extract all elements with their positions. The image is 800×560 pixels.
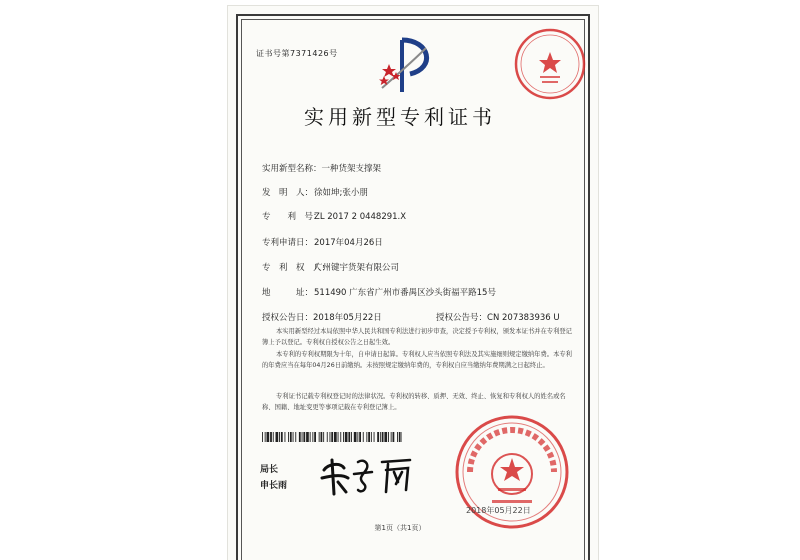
utility-model-name-label: 实用新型名称：: [262, 164, 322, 174]
signatory-title: 局长: [260, 465, 279, 475]
announcement-date-label: 授权公告日：: [262, 313, 314, 323]
announcement-date-row: [262, 311, 382, 323]
inventors-value: 徐如坤;张小朋: [314, 188, 368, 198]
announcement-number-label: 授权公告号：: [436, 313, 488, 323]
address-value: 511490 广东省广州市番禺区沙头街福平路15号: [314, 288, 496, 298]
certificate-number: 证书号第7371426号: [256, 49, 338, 58]
top-seal-stamp: [512, 26, 588, 102]
announcement-number-row: [436, 311, 560, 323]
cnipa-logo: [378, 34, 438, 96]
announcement-number-value: CN 207383936 U: [487, 313, 560, 323]
patent-number-row: [262, 210, 406, 222]
inventors-row: [262, 186, 368, 198]
paragraph-status: 专利证书记载专利权登记时的法律状况。专利权的转移、质押、无效、终止、恢复和专利权人的姓名或名称、国籍、地址变更等事项记载在专利登记簿上。: [262, 393, 566, 411]
page-number: 第1页（共1页）: [374, 524, 426, 532]
patent-number-value: ZL 2017 2 0448291.X: [314, 212, 407, 222]
utility-model-name-row: [262, 162, 381, 174]
patentee-value: 广州键宇货架有限公司: [314, 263, 400, 273]
certificate-title: 实用新型专利证书: [304, 105, 496, 129]
utility-model-name-value: 一种货架支撑架: [321, 164, 382, 174]
inventors-label: 发 明 人：: [262, 188, 314, 198]
barcode: [262, 432, 402, 442]
application-date-value: 2017年04月26日: [314, 238, 383, 248]
patentee-label: 专 利 权 人：: [262, 263, 331, 273]
patentee-row: [262, 261, 399, 273]
signatory-name: 申长雨: [260, 481, 288, 491]
address-label: 地 址：: [262, 288, 314, 298]
announcement-date-value: 2018年05月22日: [313, 313, 382, 323]
application-date-label: 专利申请日：: [262, 238, 314, 248]
seal-date: 2018年05月22日: [466, 506, 531, 515]
address-row: [262, 286, 496, 298]
handwritten-signature: [318, 448, 418, 500]
application-date-row: [262, 236, 383, 248]
patent-number-label: 专 利 号：: [262, 212, 322, 222]
paragraph-grant: 本实用新型经过本局依照中华人民共和国专利法进行初步审查，决定授予专利权，颁发本证书并在专利登记簿上予以登记。专利权自授权公告之日起生效。: [262, 328, 572, 346]
paragraph-term: 本专利的专利权期限为十年，自申请日起算。专利权人应当依照专利法及其实施细则规定缴纳年费。本专利的年费应当在每年04月26日前缴纳。未按照规定缴纳年费的，专利权自应当缴纳年费期满之日起终止。: [262, 351, 572, 369]
